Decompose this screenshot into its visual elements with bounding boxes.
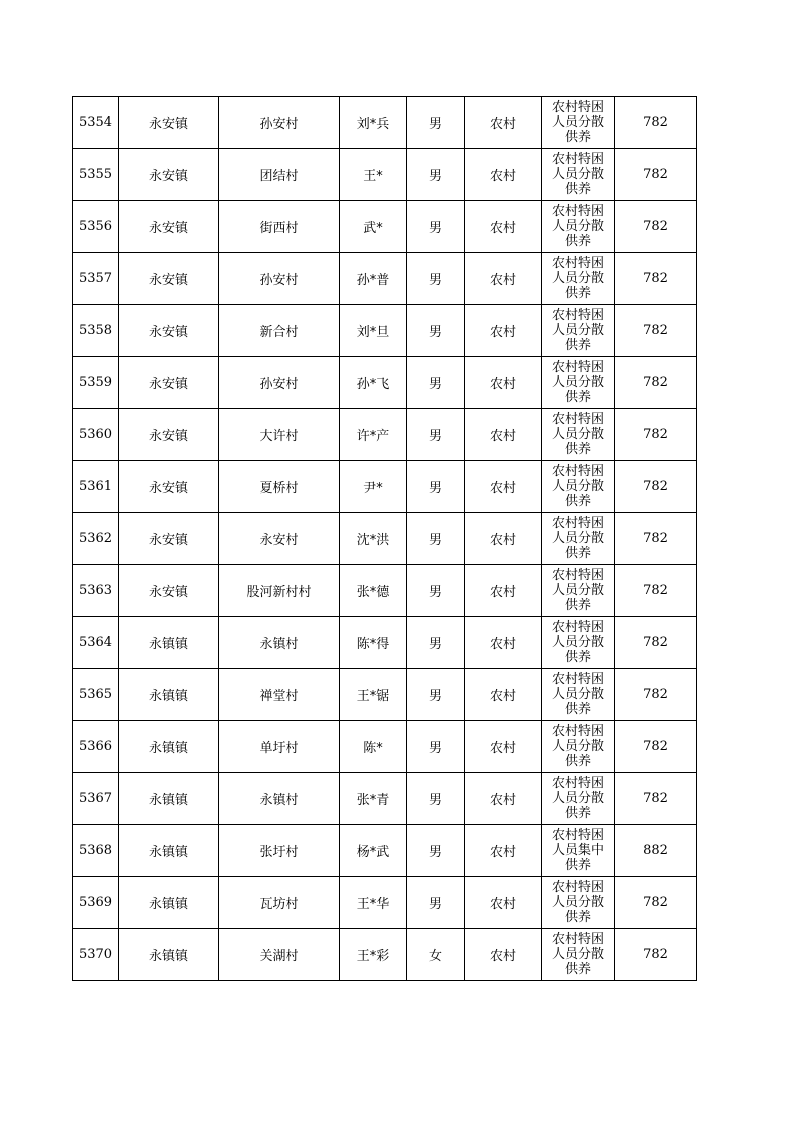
row-number-cell: 5363 bbox=[73, 565, 119, 617]
amount-cell: 782 bbox=[615, 409, 697, 461]
assistance-roster-table bbox=[72, 96, 697, 981]
household-type-cell: 农村 bbox=[465, 565, 542, 617]
support-type-cell bbox=[542, 97, 615, 149]
town-cell: 永安镇 bbox=[119, 409, 219, 461]
village-cell: 孙安村 bbox=[219, 253, 340, 305]
gender-cell: 男 bbox=[407, 565, 465, 617]
support-type-text: 农村特困人员分散供养 bbox=[551, 672, 604, 717]
name-cell: 许*产 bbox=[340, 409, 407, 461]
household-type-cell: 农村 bbox=[465, 825, 542, 877]
support-type-text: 农村特困人员分散供养 bbox=[551, 880, 604, 925]
table-row bbox=[73, 97, 697, 149]
support-type-text: 农村特困人员分散供养 bbox=[551, 100, 604, 145]
amount-cell: 782 bbox=[615, 617, 697, 669]
gender-cell: 男 bbox=[407, 773, 465, 825]
support-type-text: 农村特困人员分散供养 bbox=[551, 360, 604, 405]
name-cell: 张*青 bbox=[340, 773, 407, 825]
household-type-cell: 农村 bbox=[465, 669, 542, 721]
gender-cell: 男 bbox=[407, 97, 465, 149]
household-type-cell: 农村 bbox=[465, 513, 542, 565]
village-cell: 新合村 bbox=[219, 305, 340, 357]
table-row bbox=[73, 305, 697, 357]
support-type-text: 农村特困人员分散供养 bbox=[551, 568, 604, 613]
town-cell: 永镇镇 bbox=[119, 773, 219, 825]
support-type-cell bbox=[542, 305, 615, 357]
support-type-text: 农村特困人员分散供养 bbox=[551, 776, 604, 821]
gender-cell: 男 bbox=[407, 825, 465, 877]
name-cell: 王*彩 bbox=[340, 929, 407, 981]
row-number-cell: 5369 bbox=[73, 877, 119, 929]
table-row bbox=[73, 669, 697, 721]
table-row bbox=[73, 721, 697, 773]
village-cell: 永镇村 bbox=[219, 617, 340, 669]
household-type-cell: 农村 bbox=[465, 617, 542, 669]
support-type-cell bbox=[542, 409, 615, 461]
row-number-cell: 5365 bbox=[73, 669, 119, 721]
support-type-text: 农村特困人员分散供养 bbox=[551, 724, 604, 769]
village-cell: 夏桥村 bbox=[219, 461, 340, 513]
support-type-text: 农村特困人员分散供养 bbox=[551, 152, 604, 197]
gender-cell: 男 bbox=[407, 513, 465, 565]
name-cell: 王* bbox=[340, 149, 407, 201]
village-cell: 街西村 bbox=[219, 201, 340, 253]
row-number-cell: 5358 bbox=[73, 305, 119, 357]
support-type-cell bbox=[542, 253, 615, 305]
support-type-cell bbox=[542, 825, 615, 877]
table-row bbox=[73, 513, 697, 565]
town-cell: 永安镇 bbox=[119, 565, 219, 617]
support-type-cell bbox=[542, 877, 615, 929]
row-number-cell: 5368 bbox=[73, 825, 119, 877]
amount-cell: 782 bbox=[615, 669, 697, 721]
town-cell: 永安镇 bbox=[119, 201, 219, 253]
name-cell: 王*华 bbox=[340, 877, 407, 929]
amount-cell: 782 bbox=[615, 773, 697, 825]
amount-cell: 782 bbox=[615, 565, 697, 617]
table-row bbox=[73, 617, 697, 669]
table-row bbox=[73, 565, 697, 617]
support-type-cell bbox=[542, 617, 615, 669]
row-number-cell: 5362 bbox=[73, 513, 119, 565]
household-type-cell: 农村 bbox=[465, 305, 542, 357]
household-type-cell: 农村 bbox=[465, 97, 542, 149]
name-cell: 刘*兵 bbox=[340, 97, 407, 149]
amount-cell: 782 bbox=[615, 513, 697, 565]
village-cell: 禅堂村 bbox=[219, 669, 340, 721]
name-cell: 沈*洪 bbox=[340, 513, 407, 565]
amount-cell: 782 bbox=[615, 305, 697, 357]
gender-cell: 男 bbox=[407, 201, 465, 253]
town-cell: 永安镇 bbox=[119, 97, 219, 149]
table-row bbox=[73, 357, 697, 409]
support-type-cell bbox=[542, 461, 615, 513]
household-type-cell: 农村 bbox=[465, 253, 542, 305]
support-type-cell bbox=[542, 773, 615, 825]
row-number-cell: 5357 bbox=[73, 253, 119, 305]
support-type-cell bbox=[542, 721, 615, 773]
amount-cell: 782 bbox=[615, 461, 697, 513]
table-row bbox=[73, 929, 697, 981]
town-cell: 永镇镇 bbox=[119, 721, 219, 773]
name-cell: 张*德 bbox=[340, 565, 407, 617]
town-cell: 永安镇 bbox=[119, 305, 219, 357]
support-type-cell bbox=[542, 357, 615, 409]
amount-cell: 782 bbox=[615, 877, 697, 929]
name-cell: 孙*普 bbox=[340, 253, 407, 305]
village-cell: 永安村 bbox=[219, 513, 340, 565]
household-type-cell: 农村 bbox=[465, 877, 542, 929]
support-type-text: 农村特困人员分散供养 bbox=[551, 308, 604, 353]
name-cell: 孙*飞 bbox=[340, 357, 407, 409]
village-cell: 张圩村 bbox=[219, 825, 340, 877]
household-type-cell: 农村 bbox=[465, 409, 542, 461]
support-type-text: 农村特困人员分散供养 bbox=[551, 620, 604, 665]
gender-cell: 女 bbox=[407, 929, 465, 981]
gender-cell: 男 bbox=[407, 669, 465, 721]
support-type-text: 农村特困人员分散供养 bbox=[551, 932, 604, 977]
town-cell: 永镇镇 bbox=[119, 617, 219, 669]
village-cell: 永镇村 bbox=[219, 773, 340, 825]
town-cell: 永镇镇 bbox=[119, 669, 219, 721]
household-type-cell: 农村 bbox=[465, 149, 542, 201]
gender-cell: 男 bbox=[407, 409, 465, 461]
village-cell: 股河新村村 bbox=[219, 565, 340, 617]
town-cell: 永镇镇 bbox=[119, 929, 219, 981]
table-row bbox=[73, 409, 697, 461]
table-row bbox=[73, 877, 697, 929]
amount-cell: 882 bbox=[615, 825, 697, 877]
name-cell: 陈* bbox=[340, 721, 407, 773]
name-cell: 杨*武 bbox=[340, 825, 407, 877]
town-cell: 永安镇 bbox=[119, 357, 219, 409]
support-type-text: 农村特困人员分散供养 bbox=[551, 256, 604, 301]
town-cell: 永安镇 bbox=[119, 513, 219, 565]
gender-cell: 男 bbox=[407, 721, 465, 773]
amount-cell: 782 bbox=[615, 97, 697, 149]
name-cell: 陈*得 bbox=[340, 617, 407, 669]
row-number-cell: 5355 bbox=[73, 149, 119, 201]
support-type-cell bbox=[542, 149, 615, 201]
table-row bbox=[73, 825, 697, 877]
row-number-cell: 5359 bbox=[73, 357, 119, 409]
village-cell: 孙安村 bbox=[219, 97, 340, 149]
amount-cell: 782 bbox=[615, 929, 697, 981]
amount-cell: 782 bbox=[615, 149, 697, 201]
gender-cell: 男 bbox=[407, 357, 465, 409]
gender-cell: 男 bbox=[407, 461, 465, 513]
town-cell: 永安镇 bbox=[119, 149, 219, 201]
gender-cell: 男 bbox=[407, 877, 465, 929]
gender-cell: 男 bbox=[407, 305, 465, 357]
household-type-cell: 农村 bbox=[465, 929, 542, 981]
table-row bbox=[73, 149, 697, 201]
town-cell: 永安镇 bbox=[119, 253, 219, 305]
amount-cell: 782 bbox=[615, 357, 697, 409]
village-cell: 关湖村 bbox=[219, 929, 340, 981]
household-type-cell: 农村 bbox=[465, 773, 542, 825]
name-cell: 王*锯 bbox=[340, 669, 407, 721]
amount-cell: 782 bbox=[615, 721, 697, 773]
household-type-cell: 农村 bbox=[465, 201, 542, 253]
support-type-cell bbox=[542, 565, 615, 617]
village-cell: 团结村 bbox=[219, 149, 340, 201]
row-number-cell: 5364 bbox=[73, 617, 119, 669]
village-cell: 单圩村 bbox=[219, 721, 340, 773]
name-cell: 武* bbox=[340, 201, 407, 253]
row-number-cell: 5361 bbox=[73, 461, 119, 513]
table-row bbox=[73, 201, 697, 253]
town-cell: 永镇镇 bbox=[119, 825, 219, 877]
row-number-cell: 5356 bbox=[73, 201, 119, 253]
row-number-cell: 5366 bbox=[73, 721, 119, 773]
village-cell: 孙安村 bbox=[219, 357, 340, 409]
support-type-text: 农村特困人员分散供养 bbox=[551, 412, 604, 457]
support-type-cell bbox=[542, 201, 615, 253]
row-number-cell: 5370 bbox=[73, 929, 119, 981]
gender-cell: 男 bbox=[407, 253, 465, 305]
support-type-cell bbox=[542, 929, 615, 981]
gender-cell: 男 bbox=[407, 617, 465, 669]
support-type-cell bbox=[542, 513, 615, 565]
table-row bbox=[73, 461, 697, 513]
name-cell: 刘*旦 bbox=[340, 305, 407, 357]
village-cell: 瓦坊村 bbox=[219, 877, 340, 929]
household-type-cell: 农村 bbox=[465, 357, 542, 409]
amount-cell: 782 bbox=[615, 201, 697, 253]
village-cell: 大许村 bbox=[219, 409, 340, 461]
name-cell: 尹* bbox=[340, 461, 407, 513]
support-type-text: 农村特困人员分散供养 bbox=[551, 464, 604, 509]
gender-cell: 男 bbox=[407, 149, 465, 201]
table-row bbox=[73, 773, 697, 825]
household-type-cell: 农村 bbox=[465, 721, 542, 773]
support-type-cell bbox=[542, 669, 615, 721]
row-number-cell: 5367 bbox=[73, 773, 119, 825]
support-type-text: 农村特困人员分散供养 bbox=[551, 516, 604, 561]
table-row bbox=[73, 253, 697, 305]
support-type-text: 农村特困人员分散供养 bbox=[551, 204, 604, 249]
town-cell: 永镇镇 bbox=[119, 877, 219, 929]
table-body bbox=[73, 97, 697, 981]
row-number-cell: 5360 bbox=[73, 409, 119, 461]
household-type-cell: 农村 bbox=[465, 461, 542, 513]
town-cell: 永安镇 bbox=[119, 461, 219, 513]
row-number-cell: 5354 bbox=[73, 97, 119, 149]
amount-cell: 782 bbox=[615, 253, 697, 305]
support-type-text: 农村特困人员集中供养 bbox=[551, 828, 604, 873]
